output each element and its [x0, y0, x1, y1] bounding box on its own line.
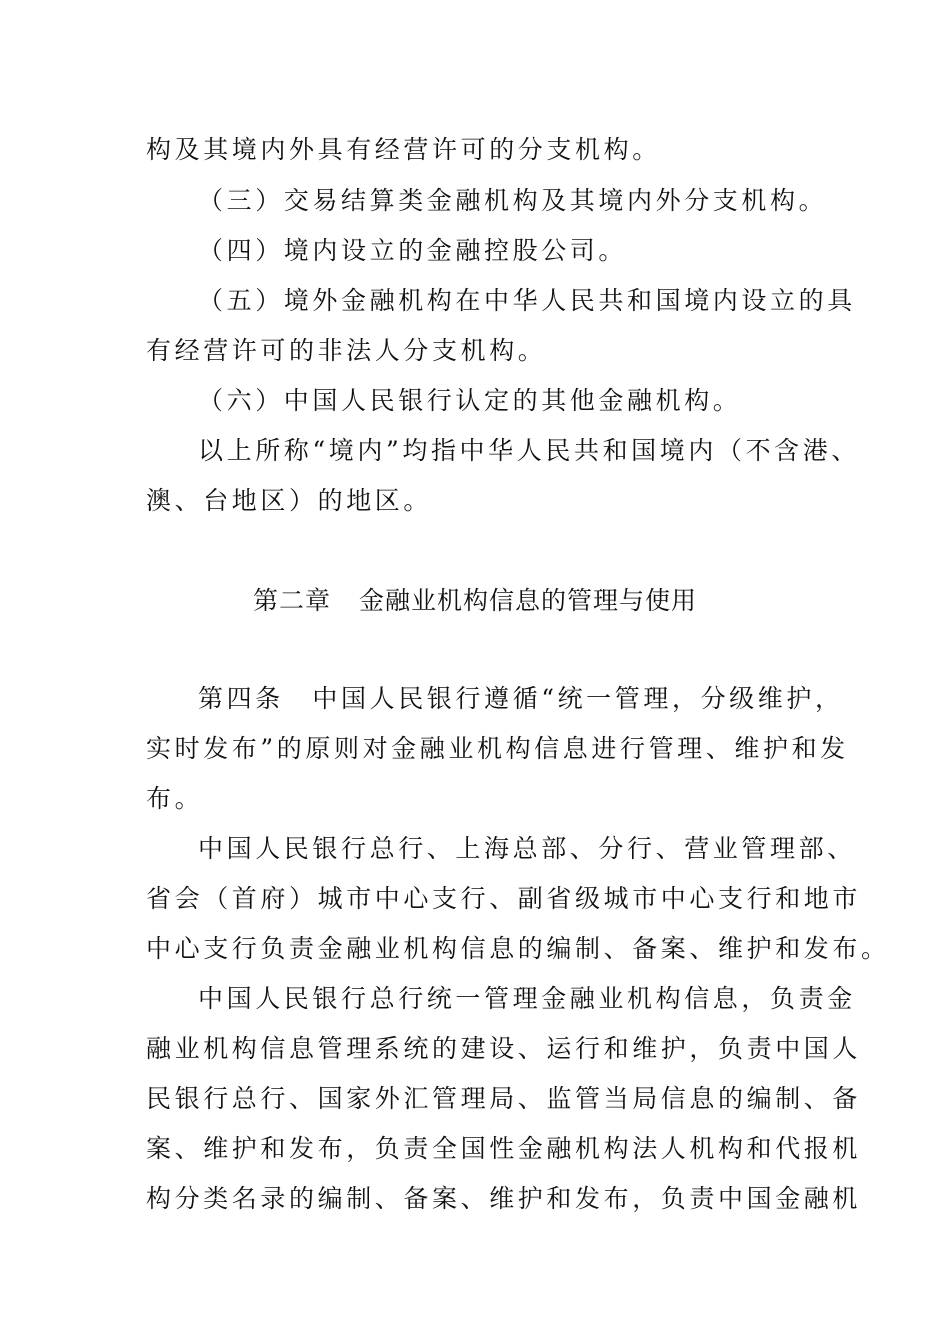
paragraph-line: 中国人民银行总行统一管理金融业机构信息，负责金	[198, 984, 856, 1013]
paragraph-line: 第四条 中国人民银行遵循“统一管理，分级维护，	[198, 684, 844, 713]
paragraph-line: 构分类名录的编制、备案、维护和发布，负责中国金融机	[146, 1184, 862, 1213]
paragraph-line: 民银行总行、国家外汇管理局、监管当局信息的编制、备	[146, 1084, 862, 1113]
paragraph-line: （四）境内设立的金融控股公司。	[198, 236, 628, 265]
paragraph-line: 省会（首府）城市中心支行、副省级城市中心支行和地市	[146, 884, 862, 913]
chapter-heading	[0, 586, 950, 616]
paragraph-line: （五）境外金融机构在中华人民共和国境内设立的具	[198, 286, 856, 315]
paragraph-line: 实时发布”的原则对金融业机构信息进行管理、维护和发	[146, 734, 849, 763]
paragraph-line: 融业机构信息管理系统的建设、运行和维护，负责中国人	[146, 1034, 862, 1063]
paragraph-line: 构及其境内外具有经营许可的分支机构。	[146, 135, 661, 164]
chapter-number: 第二章	[252, 586, 331, 615]
paragraph-line: 中心支行负责金融业机构信息的编制、备案、维护和发布。	[146, 934, 890, 963]
paragraph-line: （六）中国人民银行认定的其他金融机构。	[198, 386, 742, 415]
paragraph-line: 有经营许可的非法人分支机构。	[146, 336, 547, 365]
chapter-title: 金融业机构信息的管理与使用	[359, 586, 698, 615]
paragraph-line: 布。	[146, 784, 204, 813]
paragraph-line: 以上所称“境内”均指中华人民共和国境内（不含港、	[198, 436, 860, 465]
paragraph-line: 案、维护和发布，负责全国性金融机构法人机构和代报机	[146, 1134, 862, 1163]
paragraph-line: 澳、台地区）的地区。	[146, 486, 433, 515]
paragraph-line: 中国人民银行总行、上海总部、分行、营业管理部、	[198, 834, 856, 863]
paragraph-line: （三）交易结算类金融机构及其境内外分支机构。	[198, 186, 828, 215]
